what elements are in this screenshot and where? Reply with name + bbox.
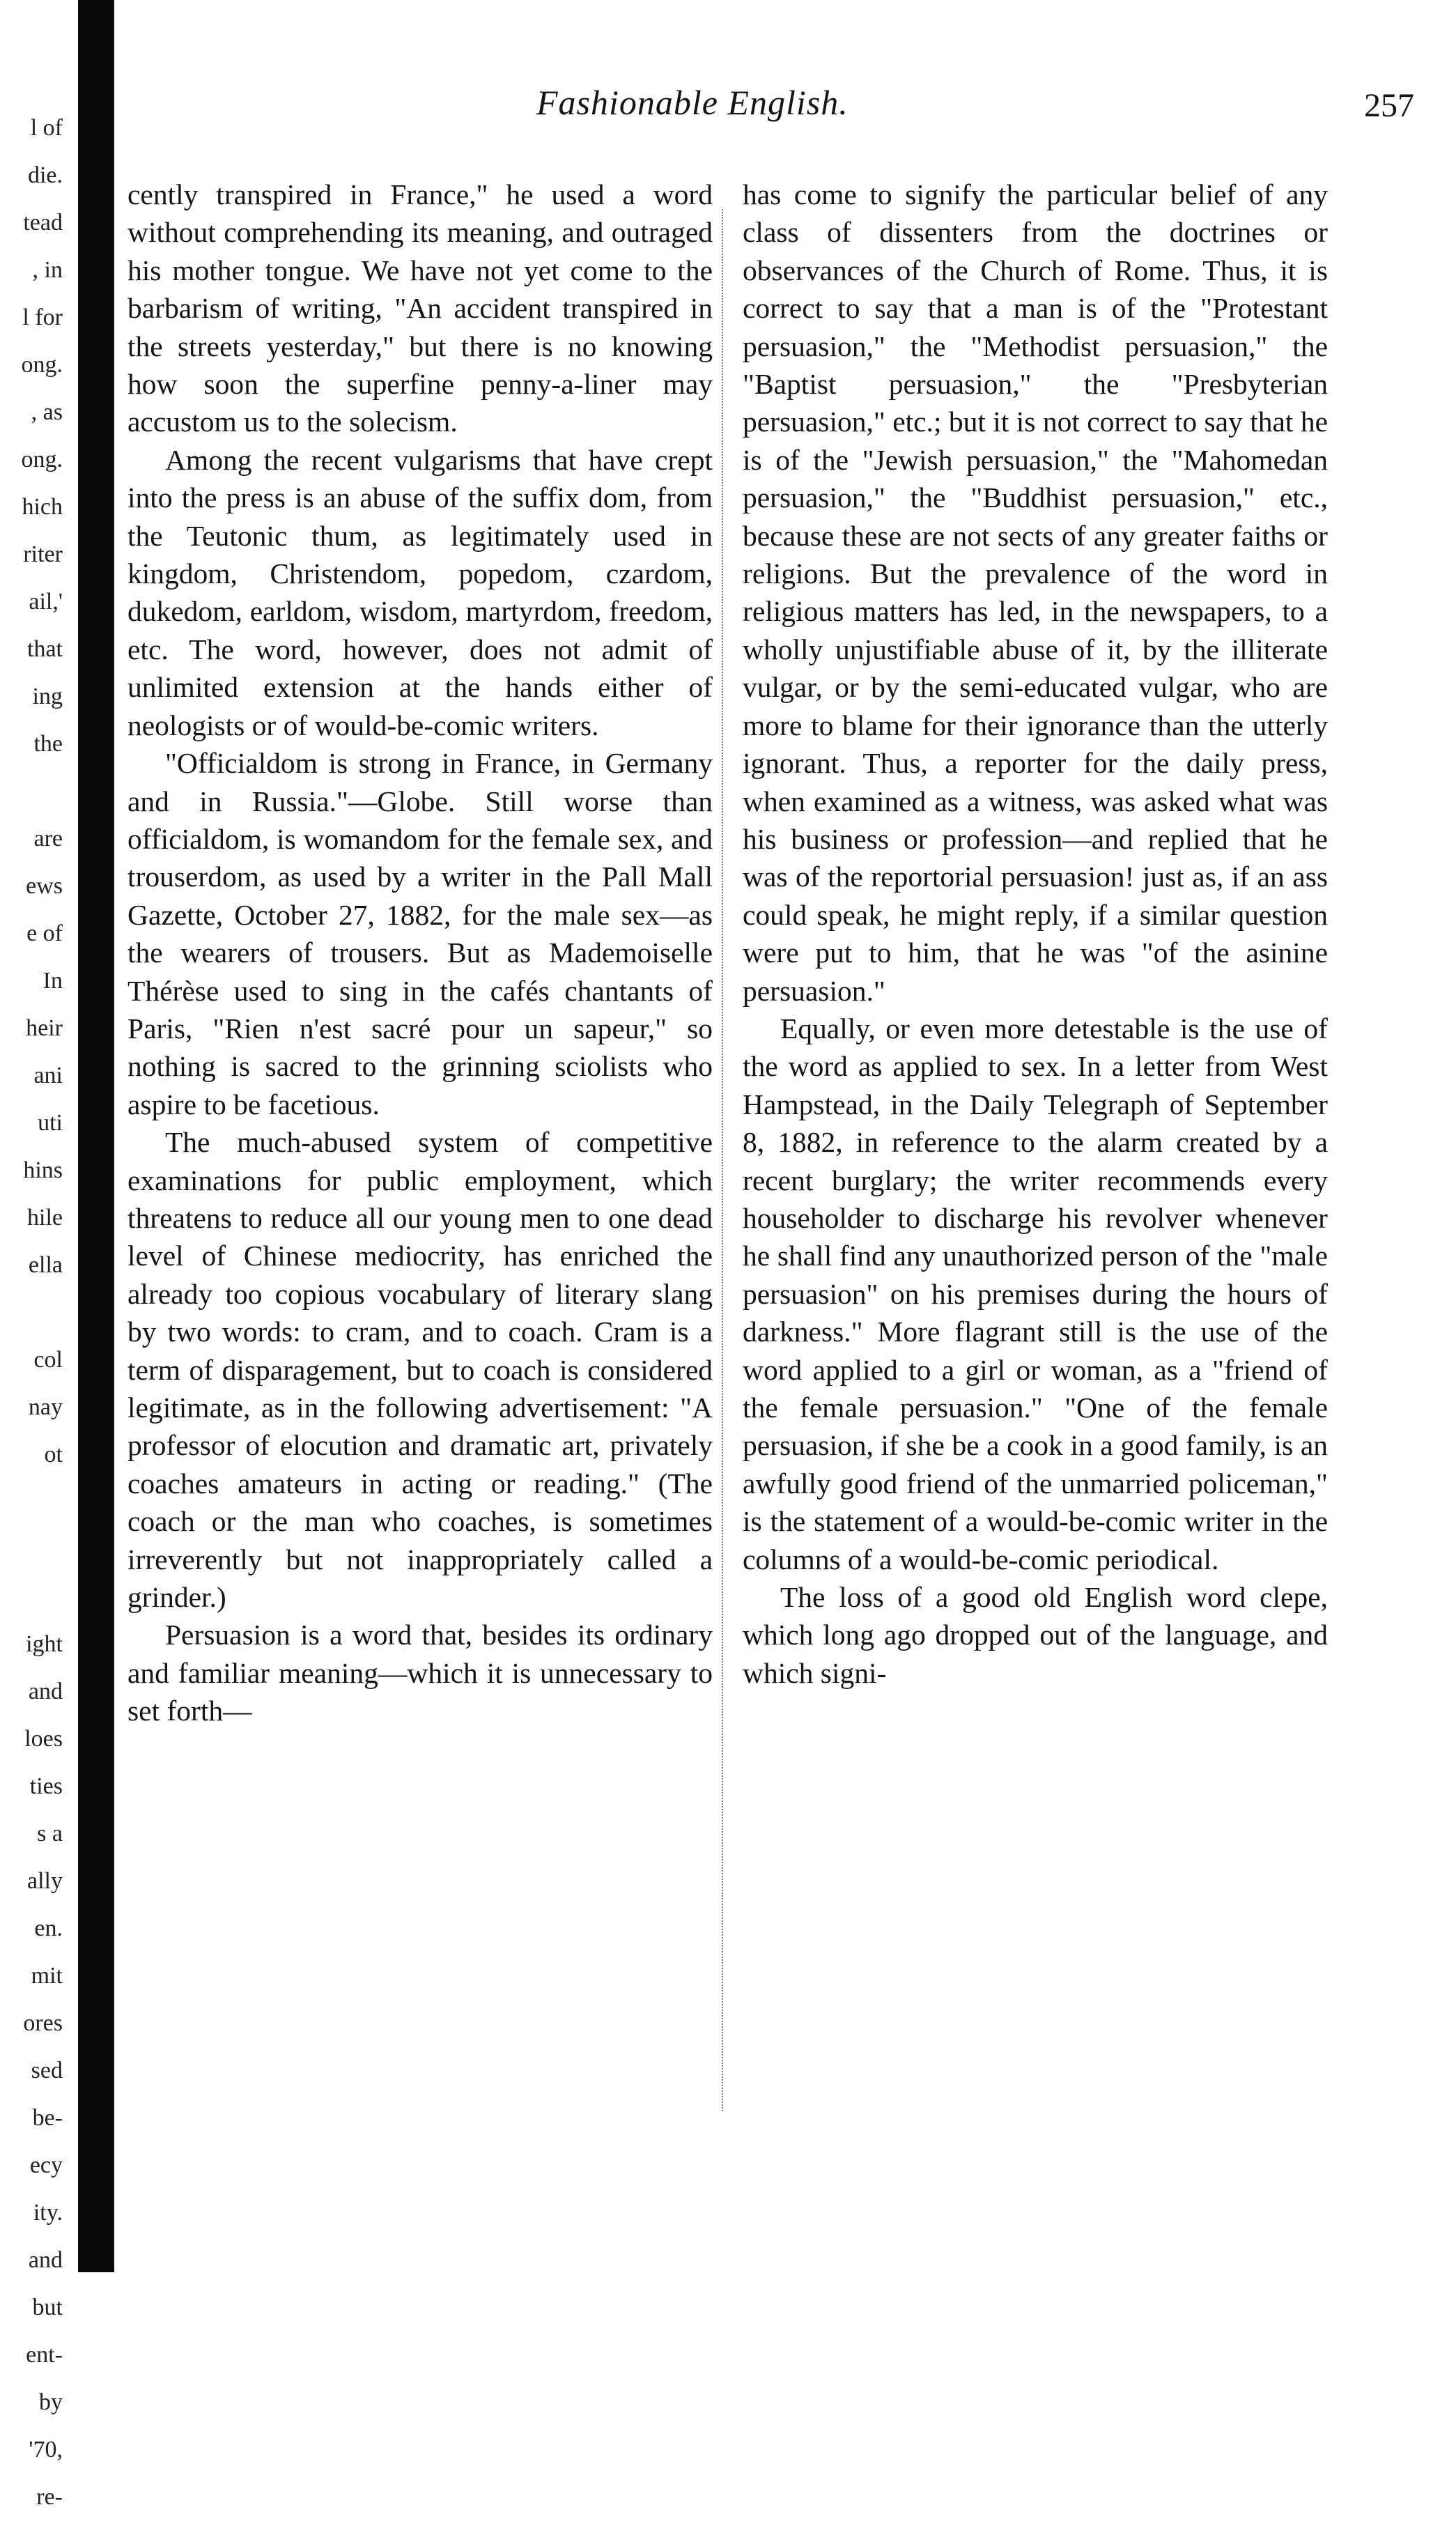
edge-fragment: but bbox=[32, 2295, 63, 2320]
edge-fragment: l for bbox=[22, 304, 63, 330]
paragraph: cently transpired in France," he used a word without comprehending its meaning, and outraged his mother tongue. We have not yet come to the barbarism of writing, "An accident transpired in the streets yesterday," but there is no knowing how soon the superfine penny-a-liner may accustom us to the solecism. bbox=[127, 178, 713, 438]
edge-fragment: e of bbox=[26, 920, 63, 946]
edge-fragment: ews bbox=[26, 873, 63, 899]
page-header bbox=[125, 82, 1414, 138]
edge-fragment: ores bbox=[23, 2010, 63, 2036]
edge-fragment: ong. bbox=[21, 447, 63, 472]
edge-fragment: hins bbox=[23, 1157, 63, 1183]
edge-fragment: In bbox=[42, 968, 63, 994]
edge-fragment: ani bbox=[33, 1063, 63, 1088]
paragraph: The much-abused system of competitive examinations for public employment, which threatens to reduce all our young men to one dead level of Chinese mediocrity, has enriched the already too copious vocabulary of literary slang by two words: to cram, and to coach. Cram is a term of disparagement, but to coach is considered legitimate, as in the following advertisement: "A professor of elocution and dramatic art, privately coaches amateurs in acting or reading." (The coach or the man who coaches, is sometimes irreverently but not inappropriately called a grinder.) bbox=[127, 1126, 713, 1614]
edge-fragment: and bbox=[28, 2247, 63, 2273]
edge-fragment: uti bbox=[38, 1110, 63, 1136]
edge-fragment: ing bbox=[32, 684, 63, 709]
edge-fragment: ent- bbox=[26, 2342, 63, 2368]
facing-page-edge bbox=[0, 105, 67, 2510]
edge-fragment: ella bbox=[28, 1252, 63, 1278]
edge-fragment: hich bbox=[22, 494, 63, 520]
edge-fragment bbox=[0, 1289, 63, 1336]
paragraph: Among the recent vulgarisms that have crept into the press is an abuse of the suffix dom, from the Teutonic thum, as legitimately used in kingdom, Christendom, popedom, czardom, dukedom, earldom, wisdom, martyrdom, freedom, etc. The word, however, does not admit of unlimited extension at the hands either of neologists or of would-be-comic writers. bbox=[127, 443, 713, 741]
page-number: 257 bbox=[1364, 87, 1414, 124]
edge-fragment: and bbox=[28, 1679, 63, 1704]
edge-fragment: , as bbox=[31, 399, 63, 425]
right-column bbox=[743, 176, 1328, 1692]
edge-fragment bbox=[0, 1573, 63, 1621]
paragraph: "Officialdom is strong in France, in Germany and in Russia."—Globe. Still worse than officialdom, is womandom for the female sex, and trouserdom, as used by a writer in the Pall Mall Gazette, October 27, 1882, for the male sex—as the wearers of trousers. But as Mademoiselle Thérèse used to sing in the cafés chantants of Paris, "Rien n'est sacré pour un sapeur," so nothing is sacred to the grinning sciolists who aspire to be facetious. bbox=[127, 747, 713, 1120]
edge-fragment: the bbox=[33, 731, 63, 757]
edge-fragment: '70, bbox=[29, 2437, 63, 2462]
paragraph: The loss of a good old English word clepe, which long ago dropped out of the language, and which signi- bbox=[743, 1581, 1328, 1689]
paragraph: Persuasion is a word that, besides its ordinary and familiar meaning—which it is unnecessary to set forth— bbox=[127, 1619, 713, 1727]
edge-fragment: mit bbox=[31, 1963, 63, 1989]
paragraph: has come to signify the particular belief of any class of dissenters from the doctrines or observances of the Church of Rome. Thus, it is correct to say that a man is of the "Protestant persuasion," the "Methodist persuasion," the "Baptist persuasion," the "Presbyterian persuasion," etc.; but it is not correct to say that he is of the "Jewish persuasion," the "Mahomedan persuasion," the "Buddhist persuasion," etc., because these are not sects of any greater faiths or religions. But the prevalence of the word in religious matters has led, in the newspapers, to a wholly unjustifiable abuse of it, by the illiterate vulgar, or by the semi-educated vulgar, who are more to blame for their ignorance than the utterly ignorant. Thus, a reporter for the daily press, when examined as a witness, was asked what was his business or profession—and replied that he was of the reportorial persuasion! just as, if an ass could speak, he might reply, if a similar question were put to him, that he was "of the asinine persuasion." bbox=[743, 178, 1328, 1007]
edge-fragment bbox=[0, 1526, 63, 1573]
edge-fragment: hile bbox=[27, 1205, 63, 1231]
edge-fragment: ight bbox=[26, 1631, 63, 1657]
edge-fragment: s a bbox=[37, 1821, 63, 1847]
running-title: Fashionable English. bbox=[536, 83, 849, 122]
edge-fragment: ity. bbox=[33, 2200, 63, 2226]
edge-fragment: ally bbox=[27, 1868, 63, 1894]
edge-fragment: die. bbox=[27, 162, 63, 188]
edge-fragment: ail,' bbox=[29, 589, 63, 615]
paragraph: Equally, or even more detestable is the use of the word as applied to sex. In a letter from West Hampstead, in the Daily Telegraph of September 8, 1882, in reference to the alarm created by a recent burglary; the writer recommends every householder to discharge his revolver whenever he shall find any unauthorized person of the "male persuasion" on his premises during the hours of darkness." More flagrant still is the use of the word applied to a girl or woman, as a "friend of the female persuasion." "One of the female persuasion, if she be a cook in a good family, is an awfully good friend of the unmarried policeman," is the statement of a would-be-comic writer in the columns of a would-be-comic periodical. bbox=[743, 1012, 1328, 1575]
left-column bbox=[127, 176, 713, 1730]
edge-fragment: en. bbox=[34, 1915, 63, 1941]
edge-fragment: ecy bbox=[29, 2152, 63, 2178]
edge-fragment: sed bbox=[31, 2058, 63, 2083]
edge-fragment bbox=[0, 1479, 63, 1526]
edge-fragment: ties bbox=[29, 1773, 63, 1799]
edge-fragment: , in bbox=[32, 257, 63, 283]
edge-fragment bbox=[0, 768, 63, 815]
edge-fragment: re- bbox=[36, 2484, 63, 2510]
edge-fragment: loes bbox=[24, 1726, 63, 1752]
edge-fragment: col bbox=[33, 1347, 63, 1373]
column-divider bbox=[722, 209, 725, 2111]
edge-fragment: that bbox=[27, 636, 63, 662]
edge-fragment: nay bbox=[28, 1394, 63, 1420]
edge-fragment: tead bbox=[23, 210, 63, 236]
edge-fragment: by bbox=[39, 2389, 63, 2415]
edge-fragment: are bbox=[33, 826, 63, 851]
book-gutter-shadow bbox=[78, 0, 114, 2272]
edge-fragment: l of bbox=[30, 115, 63, 141]
edge-fragment: be- bbox=[32, 2105, 63, 2131]
edge-fragment: heir bbox=[26, 1015, 63, 1041]
edge-fragment: ong. bbox=[21, 352, 63, 378]
edge-fragment: riter bbox=[23, 541, 63, 567]
edge-fragment: ot bbox=[44, 1442, 63, 1467]
